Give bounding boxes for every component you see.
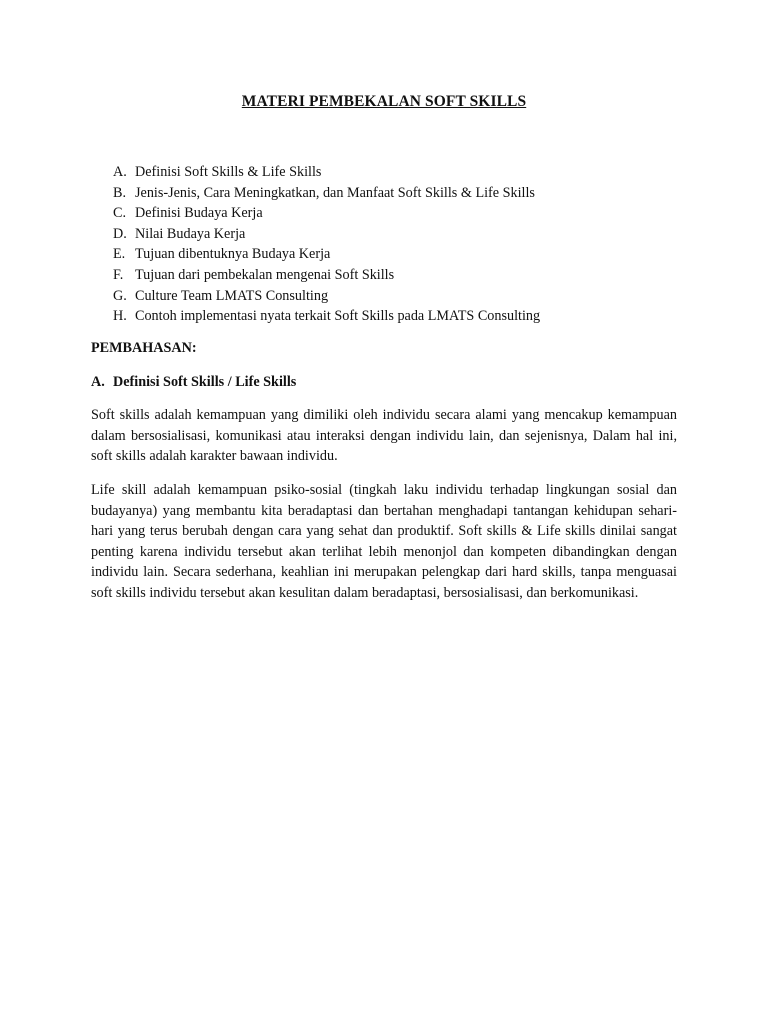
toc-item-letter: H. [113,308,127,325]
toc-item [113,244,540,265]
toc-item-letter: C. [113,205,127,222]
table-of-contents [113,162,540,327]
toc-item [113,306,540,327]
toc-item-letter: B. [113,184,127,201]
toc-item-letter: A. [113,164,127,180]
toc-item [113,224,540,245]
section-a-letter: A. [91,374,105,390]
section-a-paragraph-2: Life skill adalah kemampuan psiko-sosial (tingkah laku individu terhadap lingkungan sosial dan budayanya) yang membantu kita beradaptasi dan bertahan menghadapi tantangan kehidupan sehari-hari yang terus berubah dengan cara yang sehat dan produktif. Soft skills & Life skills dinilai sangat penting karena individu tersebut akan terlihat lebih menonjol dan kompeten dibandingkan dengan individu lain. Secara sederhana, keahlian ini merupakan pelengkap dari hard skills, tanpa menguasai soft skills individu tersebut akan kesulitan dalam beradaptasi, bersosialisasi, dan berkomunikasi. [91,482,677,601]
toc-item-text: Definisi Budaya Kerja [135,205,263,222]
section-a-heading [91,374,296,391]
toc-item-letter: F. [113,266,124,283]
toc-item-letter: D. [113,225,127,242]
document-title: MATERI PEMBEKALAN SOFT SKILLS [241,93,527,110]
toc-item-text: Jenis-Jenis, Cara Meningkatkan, dan Manfaat Soft Skills & Life Skills [135,184,535,201]
toc-item [113,203,540,224]
toc-item-text: Contoh implementasi nyata terkait Soft Skills pada LMATS Consulting [135,308,541,325]
toc-item [113,286,540,307]
toc-item-text: Tujuan dibentuknya Budaya Kerja [135,246,331,263]
toc-item-text: Definisi Soft Skills & Life Skills [135,164,322,180]
section-a-title: Definisi Soft Skills / Life Skills [113,374,297,390]
section-a-paragraph-1: Soft skills adalah kemampuan yang dimiliki oleh individu secara alami yang mencakup kemampuan dalam bersosialisasi, komunikasi atau interaksi dengan individu lain, dan sejenisnya, Dalam hal ini, soft skills adalah karakter bawaan individu. [91,407,677,465]
toc-item [113,265,540,286]
toc-item-letter: E. [113,246,126,263]
toc-item-text: Culture Team LMATS Consulting [135,287,329,304]
toc-item-letter: G. [113,287,127,304]
toc-item [113,183,540,204]
toc-item-text: Nilai Budaya Kerja [135,225,246,242]
pembahasan-heading: PEMBAHASAN: [91,340,197,356]
toc-item [113,162,540,183]
toc-item-text: Tujuan dari pembekalan mengenai Soft Skills [135,266,395,283]
